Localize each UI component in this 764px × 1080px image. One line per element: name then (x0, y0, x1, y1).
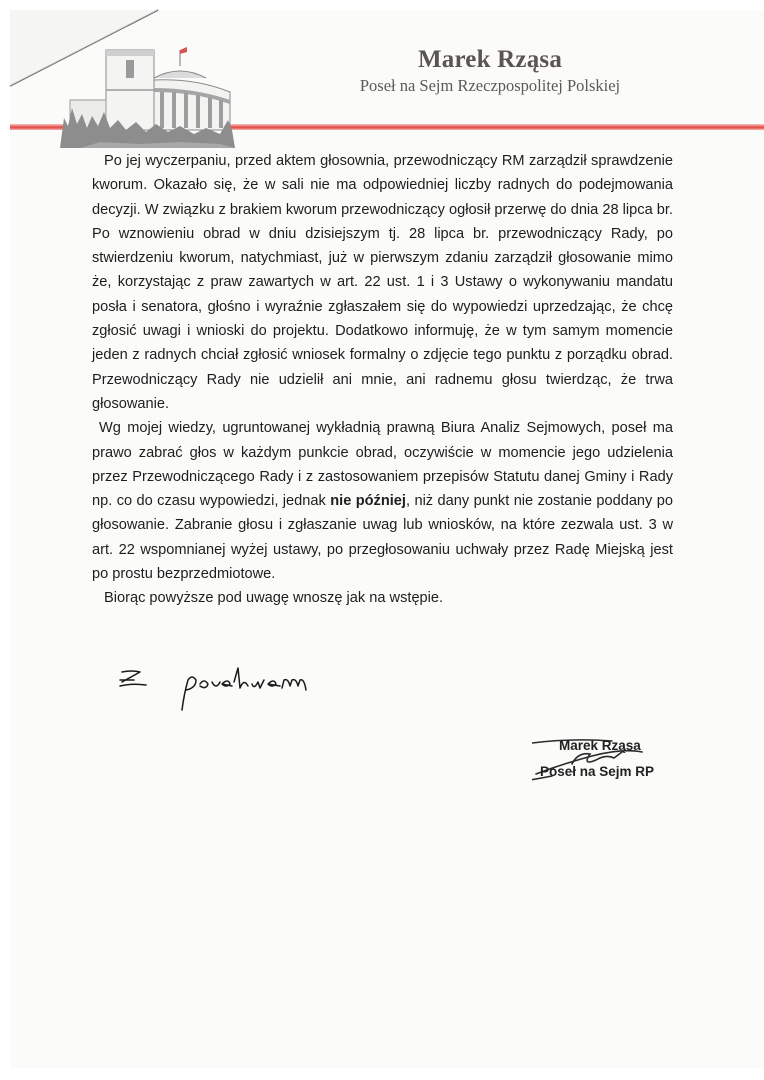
letterhead-name: Marek Rząsa (417, 46, 563, 73)
paragraph-1: Po jej wyczerpaniu, przed aktem głosownia, przewodniczący RM zarządził sprawdzenie kworum. Okazało się, że w sali nie ma odpowiedniej liczby radnych do podejmowania decyzji. W związku z brakiem kworum przewodniczący ogłosił przerwę do dnia 28 lipca br. Po wznowieniu obrad w dniu dzisiejszym tj. 28 lipca br. przewodniczący Rady, po stwierdzeniu kworum, natychmiast, już w pierwszym zdaniu zarządził głosowanie mimo że, korzystając z praw zawartych w art. 22 ust. 1 i 3 Ustawy o wykonywaniu mandatu posła i senatora, głośno i wyraźnie zgłaszałem się do wypowiedzi uprzedzając, że chcę zgłosić uwagi i wnioski do projektu. Dodatkowo informuję, że w tym samym momencie jeden z radnych chciał zgłosić wniosek formalny o zdjęcie tego punktu z porządku obrad. Przewodniczący Rady nie udzielił ani mnie, ani radnemu głosu twierdząc, że trwa głosowanie. (92, 153, 673, 412)
paragraph-2 (92, 416, 673, 586)
handwriting-icon (112, 660, 352, 720)
paragraph-3: Biorąc powyższe pod uwagę wnoszę jak na wstępie. (104, 590, 444, 607)
signer-name: Marek Rząsa (559, 738, 641, 753)
signer-title: Poseł na Sejm RP (540, 764, 655, 779)
letterhead-rule-right (212, 124, 764, 130)
sejm-building-icon (60, 30, 235, 148)
paragraph-2-text-a: Wg mojej wiedzy, ugruntowanej wykładnią prawną Biura Analiz Sejmowych, poseł ma prawo zabrać głos w każdym punkcie obrad, oczywiście w momencie jego udzielenia przez Przewodniczącego Rady i z zastosowaniem przepisów Statutu danej Gminy i Rady np. co do czasu wypowiedzi, jednak (92, 420, 673, 510)
paragraph-2-text-b: , niż dany punkt nie zostanie poddany po głosowanie. Zabranie głosu i zgłaszanie uwag lub wniosków, na które zezwala ust. 3 w art. 22 wspomnianej wyżej ustawy, po przegłosowaniu uchwały przez Radę Miejską jest po prostu bezprzedmiotowe. (92, 493, 673, 583)
letterhead-subtitle: Poseł na Sejm Rzeczpospolitej Polskiej (359, 76, 621, 95)
letterhead-rule-left (10, 124, 64, 130)
handwritten-closing-text (112, 660, 113, 661)
letter-body (92, 149, 673, 611)
paragraph-2-emphasis: nie później (330, 493, 406, 510)
handwritten-closing (112, 660, 352, 720)
